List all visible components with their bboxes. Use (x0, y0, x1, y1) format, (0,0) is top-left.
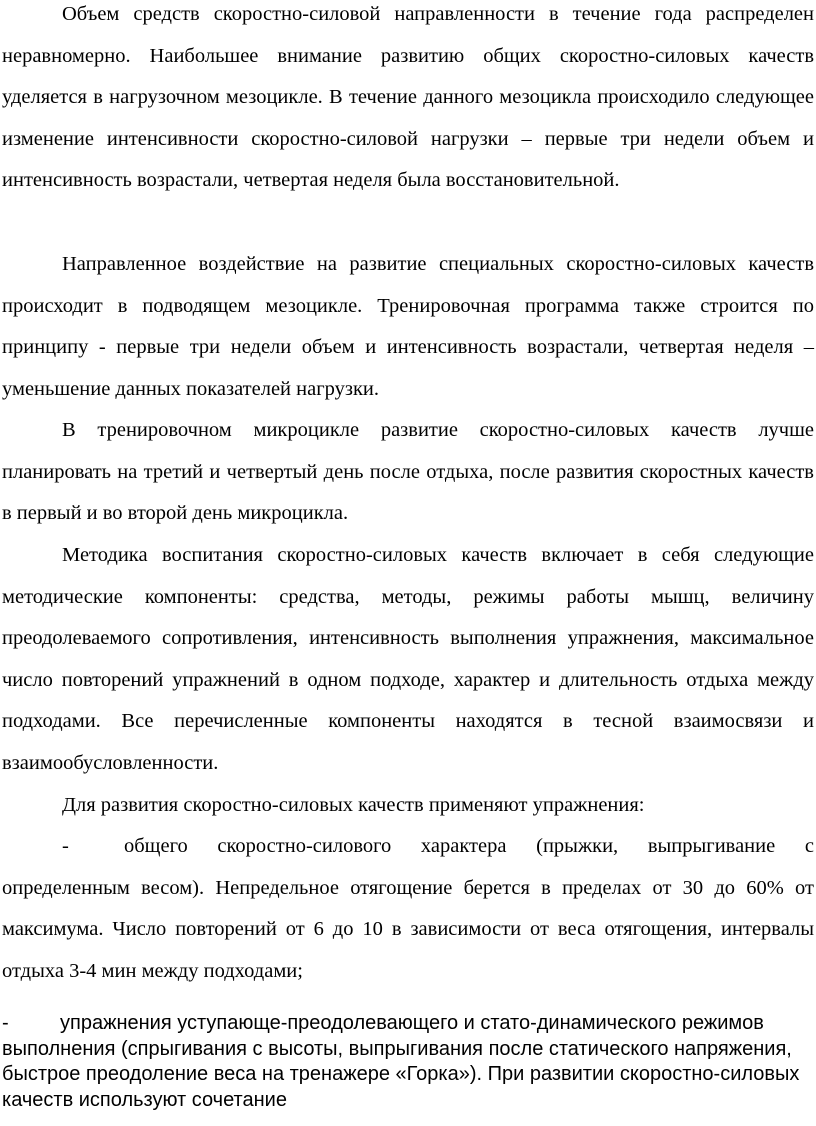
list-item (2, 826, 814, 992)
paragraph-exercises-intro: Для развития скоростно-силовых качеств применяют упражнения: (62, 794, 645, 816)
list-item-text: общего скоростно-силового характера (прыжки, выпрыгивание с определенным весом). Непредельное отягощение берется в пределах от 30 до 60% от максимума. Число повторений от 6 до 10 в зависимости от веса отягощения, интервалы отдыха 3-4 мин между подходами; (2, 835, 814, 982)
paragraph-special-qualities: Направленное воздействие на развитие специальных скоростно-силовых качеств происходит в подводящем мезоцикле. Тренировочная программа также строится по принципу - первые три недели объем и интенсивность возрастали, четвертая неделя – уменьшение данных показателей нагрузки. (2, 253, 814, 400)
paragraph-annual-volume: Объем средств скоростно-силовой направленности в течение года распределен неравномерно. Наибольшее внимание развитию общих скоростно-силовых качеств уделяется в нагрузочном мезоцикле. В течение данного мезоцикла происходило следующее изменение интенсивности скоростно-силовой нагрузки – первые три недели объем и интенсивность возрастали, четвертая неделя была восстановительной. (2, 3, 814, 191)
list-item-text: упражнения уступающе-преодолевающего и стато-динамического режимов выполнения (спрыгивания с высоты, выпрыгивания после статического напряжения, быстрое преодоление веса на тренажере «Горка»). При развитии скоростно-силовых качеств используют сочетание (2, 1012, 800, 1111)
paragraph-methodology: Методика воспитания скоростно-силовых качеств включает в себя следующие методические компоненты: средства, методы, режимы работы мышц, величину преодолеваемого сопротивления, интенсивность выполнения упражнения, максимальное число повторений упражнений в одном подходе, характер и длительность отдыха между подходами. Все перечисленные компоненты находятся в тесной взаимосвязи и взаимообусловленности. (2, 544, 814, 774)
list-marker: - (62, 835, 69, 857)
paragraph-microcycle: В тренировочном микроцикле развитие скоростно-силовых качеств лучше планировать на третий и четвертый день после отдыха, после развития скоростных качеств в первый и во второй день микроцикла. (2, 419, 814, 524)
list-item (2, 1011, 814, 1113)
list-marker: - (2, 1012, 9, 1034)
